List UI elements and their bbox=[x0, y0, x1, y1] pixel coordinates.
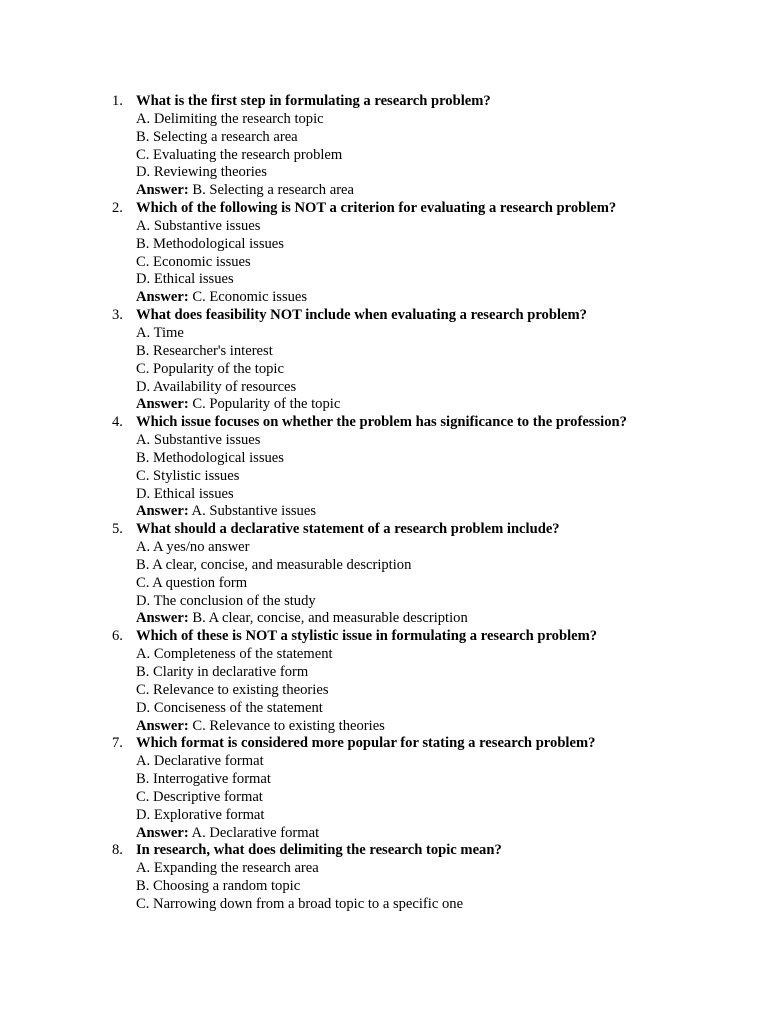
answer-option: C. Narrowing down from a broad topic to a specific one bbox=[136, 895, 464, 912]
answer-line bbox=[0, 610, 768, 628]
question-item bbox=[0, 414, 768, 521]
answer-option: B. Methodological issues bbox=[136, 235, 284, 252]
question-item bbox=[0, 735, 768, 842]
answer-line bbox=[0, 396, 768, 414]
answer-label: Answer: bbox=[136, 503, 189, 520]
answer-option: B. Interrogative format bbox=[136, 771, 271, 788]
question-number: 3. bbox=[112, 307, 123, 324]
answer-option: C. Popularity of the topic bbox=[136, 360, 284, 377]
question-text: What is the first step in formulating a research problem? bbox=[136, 93, 491, 109]
answer-label: Answer: bbox=[136, 289, 189, 306]
answer-option: C. Economic issues bbox=[136, 253, 251, 270]
answer-label: Answer: bbox=[136, 824, 189, 841]
answer-option: C. A question form bbox=[136, 574, 248, 591]
question-item bbox=[0, 93, 768, 200]
answer-option: A. Delimiting the research topic bbox=[136, 110, 324, 127]
answer-option: C. Descriptive format bbox=[136, 788, 263, 805]
answer-option: A. Completeness of the statement bbox=[136, 646, 333, 663]
answer-value: A. Declarative format bbox=[191, 824, 320, 841]
question-number: 6. bbox=[112, 628, 123, 645]
answer-label: Answer: bbox=[136, 717, 189, 734]
question-list bbox=[0, 93, 768, 914]
answer-option: D. Conciseness of the statement bbox=[136, 699, 323, 716]
question-number: 7. bbox=[112, 735, 123, 752]
question-number: 2. bbox=[112, 200, 123, 217]
answer-option: A. Substantive issues bbox=[136, 217, 261, 234]
question-text: In research, what does delimiting the research topic mean? bbox=[136, 842, 502, 859]
answer-label: Answer: bbox=[136, 396, 189, 413]
question-text: Which of the following is NOT a criterion for evaluating a research problem? bbox=[136, 200, 617, 217]
question-number: 1. bbox=[112, 93, 123, 109]
answer-option: D. The conclusion of the study bbox=[136, 592, 316, 609]
answer-option: A. A yes/no answer bbox=[136, 539, 250, 556]
answer-option: B. Researcher's interest bbox=[136, 342, 273, 359]
answer-option: D. Ethical issues bbox=[136, 485, 234, 502]
answer-line bbox=[0, 825, 768, 843]
answer-value: B. Selecting a research area bbox=[192, 182, 355, 199]
answer-option: B. Selecting a research area bbox=[136, 128, 298, 145]
answer-option: C. Evaluating the research problem bbox=[136, 146, 343, 163]
answer-value: C. Popularity of the topic bbox=[192, 396, 341, 413]
question-number: 8. bbox=[112, 842, 123, 859]
answer-option: D. Reviewing theories bbox=[136, 164, 267, 181]
question-text: Which issue focuses on whether the problem has significance to the profession? bbox=[136, 414, 627, 431]
answer-option: A. Time bbox=[136, 324, 184, 341]
answer-option: A. Expanding the research area bbox=[136, 860, 319, 877]
answer-line bbox=[0, 182, 768, 200]
answer-line bbox=[0, 503, 768, 521]
answer-option: C. Stylistic issues bbox=[136, 467, 240, 484]
question-text: What does feasibility NOT include when evaluating a research problem? bbox=[136, 307, 587, 324]
answer-option: A. Substantive issues bbox=[136, 432, 261, 449]
question-item bbox=[0, 842, 768, 913]
answer-option: A. Declarative format bbox=[136, 753, 264, 770]
answer-option: B. Methodological issues bbox=[136, 449, 284, 466]
question-text: Which format is considered more popular for stating a research problem? bbox=[136, 735, 596, 752]
answer-value: B. A clear, concise, and measurable description bbox=[192, 610, 468, 627]
answer-option: B. Choosing a random topic bbox=[136, 878, 301, 895]
answer-line bbox=[0, 718, 768, 736]
answer-line bbox=[0, 289, 768, 307]
question-item bbox=[0, 307, 768, 414]
question-item bbox=[0, 200, 768, 307]
answer-value: A. Substantive issues bbox=[191, 503, 316, 520]
answer-value: C. Relevance to existing theories bbox=[192, 717, 385, 734]
answer-option: C. Relevance to existing theories bbox=[136, 681, 329, 698]
answer-option: D. Availability of resources bbox=[136, 378, 297, 395]
question-text: Which of these is NOT a stylistic issue in formulating a research problem? bbox=[136, 628, 598, 645]
answer-option: D. Ethical issues bbox=[136, 271, 234, 288]
answer-option: B. A clear, concise, and measurable description bbox=[136, 556, 412, 573]
answer-label: Answer: bbox=[136, 182, 189, 199]
answer-option: B. Clarity in declarative form bbox=[136, 664, 309, 680]
question-number: 5. bbox=[112, 521, 123, 538]
question-number: 4. bbox=[112, 414, 123, 431]
question-item bbox=[0, 628, 768, 735]
answer-label: Answer: bbox=[136, 610, 189, 627]
question-item bbox=[0, 521, 768, 628]
question-text: What should a declarative statement of a research problem include? bbox=[136, 521, 560, 538]
answer-value: C. Economic issues bbox=[192, 289, 308, 306]
answer-option: D. Explorative format bbox=[136, 806, 265, 823]
